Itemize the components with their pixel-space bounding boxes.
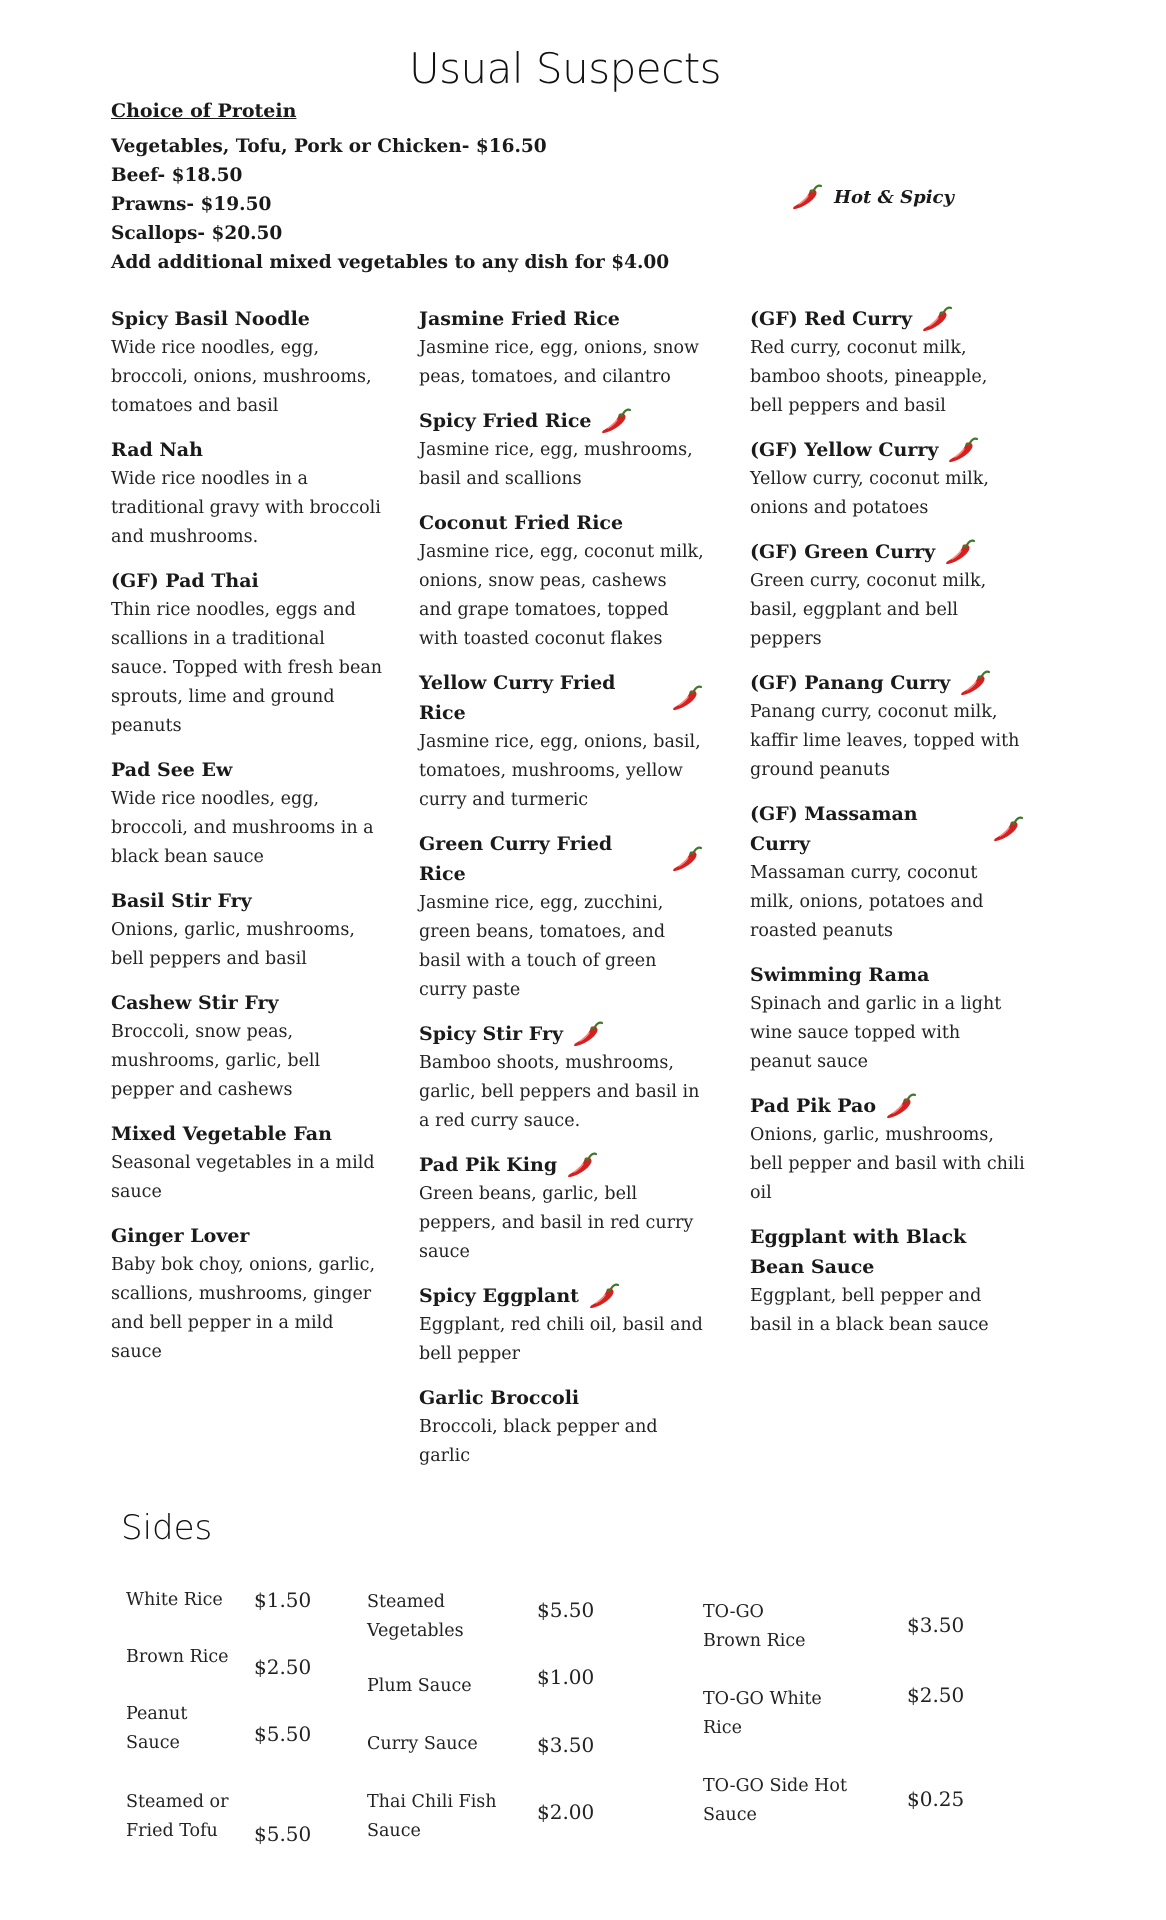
menu-item-description: Jasmine rice, egg, zucchini, green beans, tomatoes, and basil with a touch of green curry paste	[419, 893, 666, 1000]
menu-item-title: Jasmine Fried Rice	[419, 308, 620, 330]
menu-item	[419, 1150, 704, 1267]
menu-item-description: Spinach and garlic in a light wine sauce topped with peanut sauce	[750, 994, 1002, 1072]
menu-item-name	[419, 508, 704, 538]
menu-item-description: Seasonal vegetables in a mild sauce	[111, 1153, 375, 1202]
menu-item-description: Bamboo shoots, mushrooms, garlic, bell peppers and basil in a red curry sauce.	[419, 1053, 700, 1131]
menu-item-title: Eggplant with Black Bean Sauce	[750, 1226, 967, 1278]
protein-line: Vegetables, Tofu, Pork or Chicken- $16.50	[111, 136, 547, 157]
menu-item	[111, 1119, 386, 1207]
menu-item-name	[419, 668, 704, 728]
menu-item-name	[111, 1119, 386, 1149]
menu-item-description: Jasmine rice, egg, mushrooms, basil and scallions	[419, 440, 693, 489]
chili-pepper-icon	[670, 844, 704, 874]
menu-item	[419, 829, 704, 1005]
side-name: White Rice	[126, 1590, 223, 1610]
menu-item-title: Basil Stir Fry	[111, 890, 252, 912]
menu-item	[419, 1383, 704, 1471]
menu-item-description: Jasmine rice, egg, onions, basil, tomatoes, mushrooms, yellow curry and turmeric	[419, 732, 701, 810]
menu-item-name	[111, 988, 386, 1018]
menu-item	[419, 406, 704, 494]
menu-item-title: (GF) Panang Curry	[750, 672, 951, 694]
side-price: $3.50	[907, 1613, 965, 1637]
menu-item-name	[111, 304, 386, 334]
menu-item-title: (GF) Red Curry	[750, 308, 913, 330]
side-name: Peanut Sauce	[126, 1704, 188, 1753]
menu-item-title: Swimming Rama	[750, 964, 930, 986]
protein-pricing	[111, 100, 669, 277]
chili-pepper-icon	[571, 1019, 605, 1049]
menu-item-title: Pad Pik King	[419, 1154, 558, 1176]
menu-item-name	[111, 566, 386, 596]
menu-item	[750, 1222, 1025, 1340]
menu-item-title: Mixed Vegetable Fan	[111, 1123, 332, 1145]
side-name: TO-GO White Rice	[703, 1689, 822, 1738]
menu-item-description: Green curry, coconut milk, basil, eggplant and bell peppers	[750, 571, 987, 649]
side-name: Thai Chili Fish Sauce	[367, 1792, 497, 1841]
menu-column-curry	[750, 304, 1025, 1354]
menu-item	[750, 960, 1025, 1077]
menu-item-title: Ginger Lover	[111, 1225, 250, 1247]
menu-item	[419, 1281, 704, 1369]
menu-item-title: Spicy Fried Rice	[419, 410, 592, 432]
menu-item	[750, 304, 1025, 421]
menu-item-description: Broccoli, snow peas, mushrooms, garlic, bell pepper and cashews	[111, 1022, 321, 1100]
chili-pepper-icon	[958, 668, 992, 698]
menu-item-title: Cashew Stir Fry	[111, 992, 279, 1014]
chili-pepper-icon	[599, 406, 633, 436]
sides-title: Sides	[121, 1508, 213, 1548]
menu-item-title: Pad Pik Pao	[750, 1095, 877, 1117]
menu-item	[750, 668, 1025, 785]
chili-pepper-icon	[670, 683, 704, 713]
menu-item	[419, 668, 704, 815]
menu-column-noodles	[111, 304, 386, 1381]
menu-item-name	[750, 435, 1025, 465]
side-price: $5.50	[254, 1722, 312, 1746]
side-price: $5.50	[537, 1598, 595, 1622]
menu-item-name	[419, 1383, 704, 1413]
menu-item	[111, 755, 386, 872]
chili-pepper-icon	[790, 182, 824, 212]
chili-pepper-icon	[943, 537, 977, 567]
side-name: Steamed Vegetables	[367, 1592, 464, 1641]
menu-item-description: Massaman curry, coconut milk, onions, potatoes and roasted peanuts	[750, 863, 984, 941]
side-price: $1.00	[537, 1665, 595, 1689]
menu-item-name	[750, 960, 1025, 990]
side-name: Steamed or Fried Tofu	[126, 1792, 229, 1841]
protein-line: Add additional mixed vegetables to any dish for $4.00	[111, 252, 670, 273]
menu-item-name	[419, 1019, 704, 1049]
page-title: Usual Suspects	[408, 44, 722, 93]
menu-item	[419, 508, 704, 654]
menu-item-description: Eggplant, bell pepper and basil in a black bean sauce	[750, 1286, 989, 1335]
side-name: TO-GO Brown Rice	[703, 1602, 806, 1651]
side-name: Curry Sauce	[367, 1734, 478, 1754]
menu-item	[419, 304, 704, 392]
menu-item	[111, 1221, 386, 1367]
chili-pepper-icon	[946, 435, 980, 465]
menu-item	[419, 1019, 704, 1136]
menu-item	[111, 988, 386, 1105]
menu-item-title: Spicy Stir Fry	[419, 1023, 563, 1045]
menu-item-description: Thin rice noodles, eggs and scallions in a traditional sauce. Topped with fresh bean sprouts, lime and ground peanuts	[111, 600, 383, 736]
menu-item	[111, 886, 386, 974]
menu-item-title: (GF) Yellow Curry	[750, 439, 939, 461]
menu-item-name	[750, 304, 1025, 334]
side-price: $5.50	[254, 1822, 312, 1846]
menu-item-description: Red curry, coconut milk, bamboo shoots, pineapple, bell peppers and basil	[750, 338, 988, 416]
menu-item-title: Garlic Broccoli	[419, 1387, 580, 1409]
menu-item-description: Baby bok choy, onions, garlic, scallions, mushrooms, ginger and bell pepper in a mild sauce	[111, 1255, 376, 1362]
menu-item-name	[419, 406, 704, 436]
menu-item	[111, 304, 386, 421]
menu-item-description: Green beans, garlic, bell peppers, and basil in red curry sauce	[419, 1184, 694, 1262]
menu-item-title: Spicy Eggplant	[419, 1285, 579, 1307]
side-price: $2.50	[254, 1655, 312, 1679]
menu-item-title: (GF) Massaman Curry	[750, 803, 918, 855]
menu-item-name	[111, 1221, 386, 1251]
menu-item-name	[111, 435, 386, 465]
side-name: Plum Sauce	[367, 1676, 472, 1696]
menu-item-name	[419, 304, 704, 334]
menu-item-title: Pad See Ew	[111, 759, 233, 781]
menu-item-description: Wide rice noodles in a traditional gravy with broccoli and mushrooms.	[111, 469, 381, 547]
chili-pepper-icon	[587, 1281, 621, 1311]
menu-item-title: Rad Nah	[111, 439, 203, 461]
menu-item-title: Coconut Fried Rice	[419, 512, 624, 534]
side-name: Brown Rice	[126, 1647, 229, 1667]
chili-pepper-icon	[991, 814, 1025, 844]
menu-item-description: Broccoli, black pepper and garlic	[419, 1417, 658, 1466]
menu-item	[750, 1091, 1025, 1208]
menu-item-name	[750, 1091, 1025, 1121]
menu-item-description: Wide rice noodles, egg, broccoli, and mushrooms in a black bean sauce	[111, 789, 374, 867]
menu-item-title: Spicy Basil Noodle	[111, 308, 310, 330]
menu-item-title: (GF) Green Curry	[750, 541, 936, 563]
side-price: $0.25	[907, 1787, 965, 1811]
side-price: $2.00	[537, 1800, 595, 1824]
side-price: $2.50	[907, 1683, 965, 1707]
menu-item	[750, 799, 1025, 946]
spicy-legend	[790, 182, 954, 212]
chili-pepper-icon	[565, 1150, 599, 1180]
menu-item-name	[419, 829, 704, 889]
menu-item-description: Wide rice noodles, egg, broccoli, onions, mushrooms, tomatoes and basil	[111, 338, 372, 416]
side-name: TO-GO Side Hot Sauce	[703, 1776, 847, 1825]
protein-line: Beef- $18.50	[111, 165, 243, 186]
menu-item-description: Onions, garlic, mushrooms, bell pepper and basil with chili oil	[750, 1125, 1025, 1203]
menu-item-name	[111, 886, 386, 916]
chili-pepper-icon	[920, 304, 954, 334]
menu-item	[111, 566, 386, 741]
menu-item-description: Eggplant, red chili oil, basil and bell pepper	[419, 1315, 703, 1364]
menu-item-description: Yellow curry, coconut milk, onions and potatoes	[750, 469, 989, 518]
side-price: $3.50	[537, 1733, 595, 1757]
menu-item-title: (GF) Pad Thai	[111, 570, 259, 592]
menu-item-name	[419, 1150, 704, 1180]
menu-item-name	[750, 668, 1025, 698]
protein-heading: Choice of Protein	[111, 100, 297, 122]
menu-item	[111, 435, 386, 552]
menu-item	[750, 537, 1025, 654]
chili-pepper-icon	[884, 1091, 918, 1121]
menu-item-description: Jasmine rice, egg, coconut milk, onions, snow peas, cashews and grape tomatoes, topped with toasted coconut flakes	[419, 542, 704, 649]
menu-item-name	[111, 755, 386, 785]
protein-line: Scallops- $20.50	[111, 223, 283, 244]
menu-item-title: Green Curry Fried Rice	[419, 833, 613, 885]
menu-item-name	[750, 537, 1025, 567]
menu-item-name	[419, 1281, 704, 1311]
legend-label: Hot & Spicy	[834, 186, 954, 208]
menu-item-name	[750, 799, 1025, 859]
menu-item-description: Onions, garlic, mushrooms, bell peppers and basil	[111, 920, 355, 969]
protein-line: Prawns- $19.50	[111, 194, 272, 215]
menu-item-description: Panang curry, coconut milk, kaffir lime leaves, topped with ground peanuts	[750, 702, 1020, 780]
menu-column-rice	[419, 304, 704, 1485]
menu-item-name	[750, 1222, 1025, 1282]
side-price: $1.50	[254, 1588, 312, 1612]
menu-item-description: Jasmine rice, egg, onions, snow peas, tomatoes, and cilantro	[419, 338, 700, 387]
menu-item	[750, 435, 1025, 523]
menu-item-title: Yellow Curry Fried Rice	[419, 672, 616, 724]
